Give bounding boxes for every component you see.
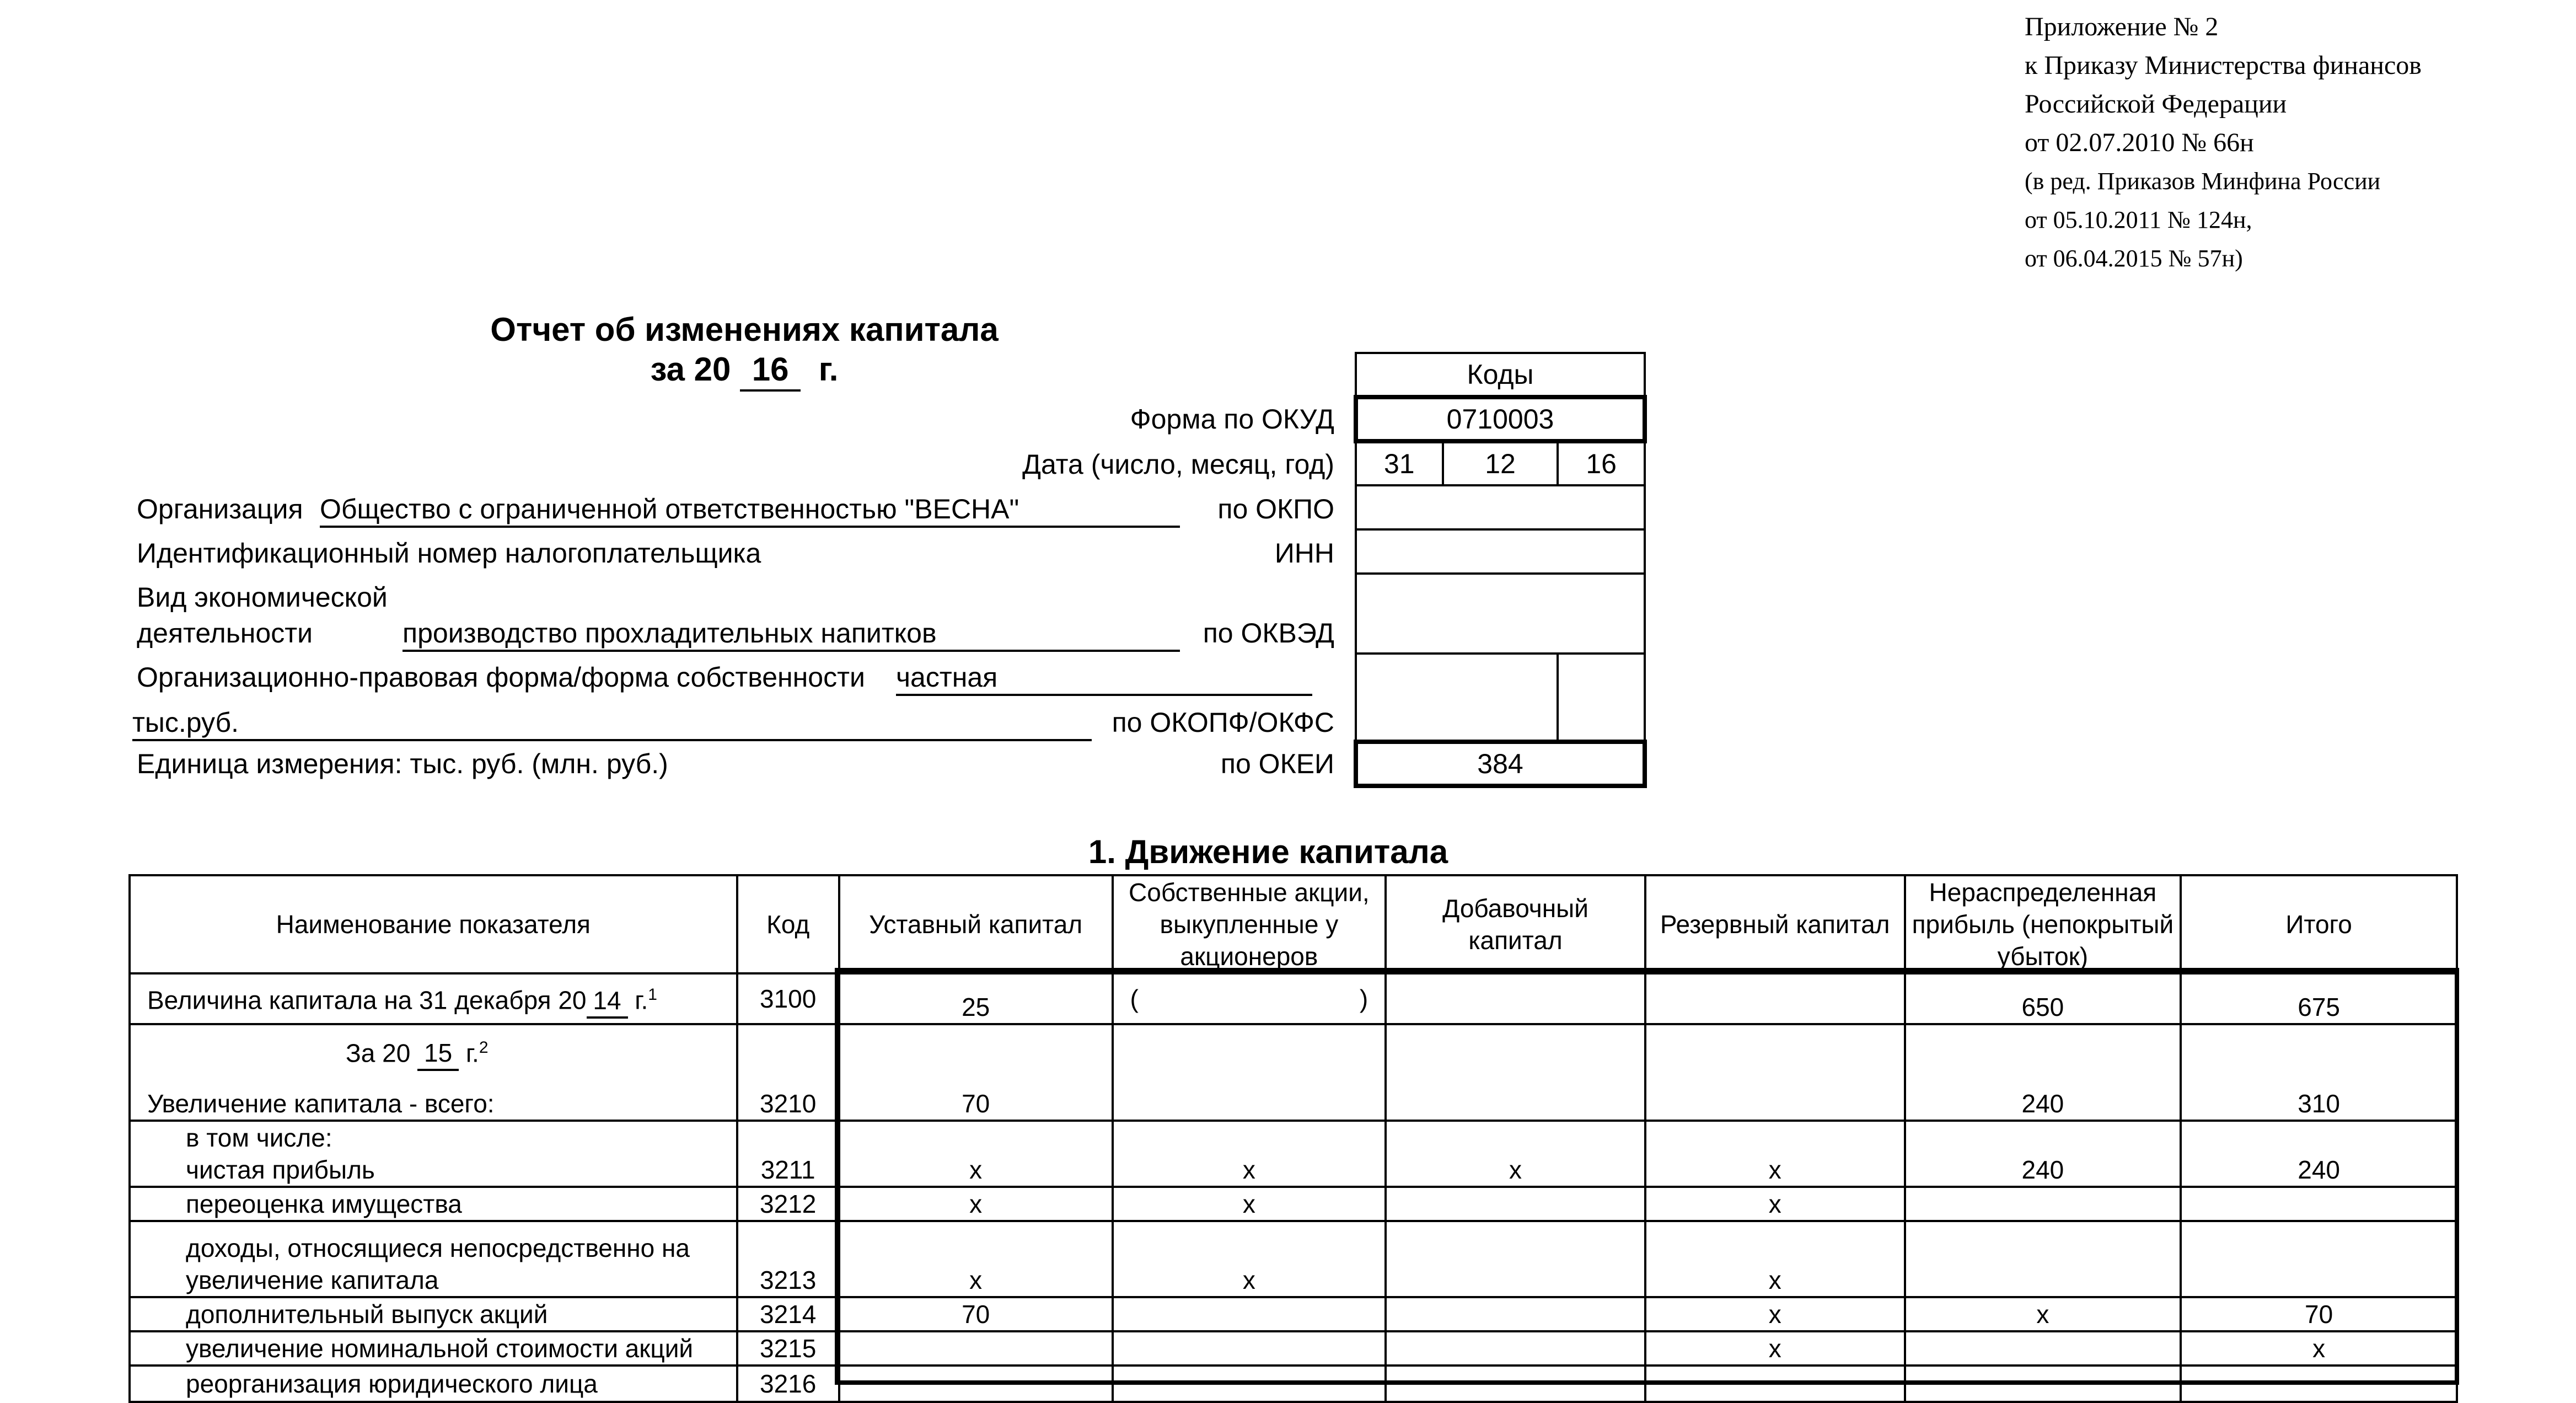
row-3100-reserve — [1645, 973, 1905, 1024]
row-3213-name — [130, 1221, 737, 1297]
header-code: Код — [737, 875, 839, 973]
row-3100-retained: 650 — [1905, 973, 2181, 1024]
row-3210-sup: 2 — [479, 1038, 489, 1057]
row-3216-name: реорганизация юридического лица — [130, 1365, 737, 1402]
appendix-note — [2025, 8, 2510, 278]
row-3211-code: 3211 — [737, 1121, 839, 1187]
row-3214-name: дополнительный выпуск акций — [130, 1297, 737, 1331]
row-3216-retained — [1905, 1365, 2181, 1402]
row-3211-reserve: x — [1645, 1121, 1905, 1187]
report-title — [358, 310, 1130, 392]
row-3213-additional — [1386, 1221, 1645, 1297]
row-3216-total — [2181, 1365, 2457, 1402]
okud-value: 0710003 — [1356, 397, 1645, 441]
row-3213-label-1: доходы, относящиеся непосредственно на — [186, 1234, 690, 1262]
appendix-line: (в ред. Приказов Минфина России — [2025, 168, 2381, 195]
okfs-value — [1558, 654, 1645, 742]
okved-value — [1356, 574, 1645, 654]
row-3216-additional — [1386, 1365, 1645, 1402]
report-year: 16 — [740, 350, 801, 392]
activity-label-2: деятельности — [137, 618, 313, 649]
row-3211-own: x — [1113, 1121, 1386, 1187]
row-3210-period-suffix: г. — [465, 1038, 479, 1067]
row-3212-additional — [1386, 1187, 1645, 1221]
activity-value: производство прохладительных напитков — [402, 617, 1180, 652]
row-3213-code: 3213 — [737, 1221, 839, 1297]
row-3212-code: 3212 — [737, 1187, 839, 1221]
row-3211-total: 240 — [2181, 1121, 2457, 1187]
unit-line: тыс.руб. — [132, 706, 1092, 741]
header-charter: Уставный капитал — [839, 875, 1113, 973]
row-3214-additional — [1386, 1297, 1645, 1331]
org-value: Общество с ограниченной ответственностью "ВЕСНА" — [320, 492, 1180, 528]
row-3214-total: 70 — [2181, 1297, 2457, 1331]
okved-label: по ОКВЭД — [1203, 618, 1334, 649]
row-3213-charter: x — [839, 1221, 1113, 1297]
table-row — [130, 1024, 2457, 1121]
row-3214-own — [1113, 1297, 1386, 1331]
header-additional: Добавочный капитал — [1386, 875, 1645, 973]
capital-table — [128, 874, 2458, 1403]
row-3211-name — [130, 1121, 737, 1187]
row-3213-own: x — [1113, 1221, 1386, 1297]
row-3214-code: 3214 — [737, 1297, 839, 1331]
row-3210-total: 310 — [2181, 1024, 2457, 1121]
row-3211-additional: x — [1386, 1121, 1645, 1187]
table-row — [130, 1365, 2457, 1402]
row-3214-retained: x — [1905, 1297, 2181, 1331]
row-3100-sup: 1 — [648, 986, 657, 1004]
legal-form-label: Организационно-правовая форма/форма собственности — [137, 662, 865, 693]
row-3214-charter: 70 — [839, 1297, 1113, 1331]
report-title-text: Отчет об изменениях капитала — [490, 311, 999, 348]
date-month: 12 — [1443, 441, 1558, 485]
row-3214-reserve: x — [1645, 1297, 1905, 1331]
row-3210-period-prefix: За 20 — [346, 1038, 411, 1067]
row-3215-total: x — [2181, 1331, 2457, 1365]
row-3100-additional — [1386, 973, 1645, 1024]
row-3215-retained — [1905, 1331, 2181, 1365]
row-3213-total — [2181, 1221, 2457, 1297]
inn-text: Идентификационный номер налогоплательщика — [137, 538, 761, 569]
okud-label: Форма по ОКУД — [1130, 404, 1334, 435]
activity-label-1: Вид экономической — [137, 582, 388, 613]
date-label: Дата (число, месяц, год) — [1022, 449, 1334, 480]
report-period — [358, 350, 1130, 392]
row-3212-retained — [1905, 1187, 2181, 1221]
codes-header: Коды — [1356, 353, 1645, 397]
row-3213-retained — [1905, 1221, 2181, 1297]
row-3215-additional — [1386, 1331, 1645, 1365]
row-3216-own — [1113, 1365, 1386, 1402]
report-period-prefix: за 20 — [650, 351, 731, 388]
row-3211-charter: x — [839, 1121, 1113, 1187]
row-3215-reserve: x — [1645, 1331, 1905, 1365]
row-3210-label: Увеличение капитала - всего: — [147, 1089, 495, 1118]
table-row — [130, 1331, 2457, 1365]
table-header-row — [130, 875, 2457, 973]
header-reserve: Резервный капитал — [1645, 875, 1905, 973]
row-3210-additional — [1386, 1024, 1645, 1121]
row-3100-total: 675 — [2181, 973, 2457, 1024]
row-3212-own: x — [1113, 1187, 1386, 1221]
row-3210-charter: 70 — [839, 1024, 1113, 1121]
row-3215-charter — [839, 1331, 1113, 1365]
row-3210-name — [130, 1024, 737, 1121]
row-3215-own — [1113, 1331, 1386, 1365]
header-name: Наименование показателя — [130, 875, 737, 973]
row-3213-label-2: увеличение капитала — [186, 1266, 439, 1294]
row-3210-code: 3210 — [737, 1024, 839, 1121]
row-3210-period — [147, 1032, 731, 1071]
row-3211-pre: в том числе: — [186, 1123, 332, 1152]
header-own-shares: Собственные акции, выкупленные у акционеров — [1113, 875, 1386, 973]
legal-form-value: частная — [896, 661, 1312, 696]
row-3100-name — [130, 973, 737, 1024]
date-year: 16 — [1558, 441, 1645, 485]
unit-label: Единица измерения: тыс. руб. (млн. руб.) — [137, 748, 668, 779]
row-3100-own — [1113, 973, 1386, 1024]
report-year-suffix: г. — [818, 351, 839, 388]
okpo-value — [1356, 485, 1645, 529]
okei-value: 384 — [1356, 742, 1645, 786]
row-3211-retained: 240 — [1905, 1121, 2181, 1187]
row-3215-name: увеличение номинальной стоимости акций — [130, 1331, 737, 1365]
okei-label: по ОКЕИ — [1220, 748, 1334, 779]
appendix-line: от 05.10.2011 № 124н, — [2025, 206, 2252, 233]
table-row — [130, 1121, 2457, 1187]
row-3213-reserve: x — [1645, 1221, 1905, 1297]
header-total: Итого — [2181, 875, 2457, 973]
row-3210-reserve — [1645, 1024, 1905, 1121]
appendix-line: от 06.04.2015 № 57н) — [2025, 245, 2243, 272]
row-3211-label: чистая прибыль — [186, 1155, 375, 1184]
row-3216-charter — [839, 1365, 1113, 1402]
row-3210-own — [1113, 1024, 1386, 1121]
row-3100-name-prefix: Величина капитала на 31 декабря 20 — [147, 986, 587, 1015]
header-retained: Нераспределенная прибыль (непокрытый убыток) — [1905, 875, 2181, 973]
table-row — [130, 973, 2457, 1024]
row-3216-code: 3216 — [737, 1365, 839, 1402]
okopf-value — [1356, 654, 1558, 742]
row-3100-own-close: ) — [1359, 984, 1368, 1013]
section-title: 1. Движение капитала — [1088, 833, 1448, 870]
okpo-label: по ОКПО — [1217, 494, 1334, 524]
codes-table — [1354, 352, 1647, 788]
appendix-line: к Приказу Министерства финансов — [2025, 51, 2422, 80]
row-3100-own-open: ( — [1130, 984, 1139, 1013]
date-day: 31 — [1356, 441, 1443, 485]
row-3100-charter: 25 — [839, 973, 1113, 1024]
row-3100-suffix: г. — [635, 986, 648, 1015]
row-3212-reserve: x — [1645, 1187, 1905, 1221]
row-3210-retained: 240 — [1905, 1024, 2181, 1121]
okopf-label: по ОКОПФ/ОКФС — [1112, 707, 1334, 738]
inn-value — [1356, 529, 1645, 574]
row-3212-total — [2181, 1187, 2457, 1221]
table-row — [130, 1221, 2457, 1297]
row-3100-code: 3100 — [737, 973, 839, 1024]
appendix-line: от 02.07.2010 № 66н — [2025, 128, 2254, 157]
inn-label: ИНН — [1274, 538, 1334, 569]
table-row — [130, 1297, 2457, 1331]
row-3210-period-year: 15 — [417, 1037, 459, 1071]
org-label: Организация — [137, 494, 303, 524]
appendix-line: Российской Федерации — [2025, 89, 2287, 119]
row-3216-reserve — [1645, 1365, 1905, 1402]
row-3212-name: переоценка имущества — [130, 1187, 737, 1221]
appendix-line: Приложение № 2 — [2025, 12, 2219, 41]
row-3215-code: 3215 — [737, 1331, 839, 1365]
table-row — [130, 1187, 2457, 1221]
row-3100-year: 14 — [587, 984, 628, 1019]
row-3212-charter: x — [839, 1187, 1113, 1221]
